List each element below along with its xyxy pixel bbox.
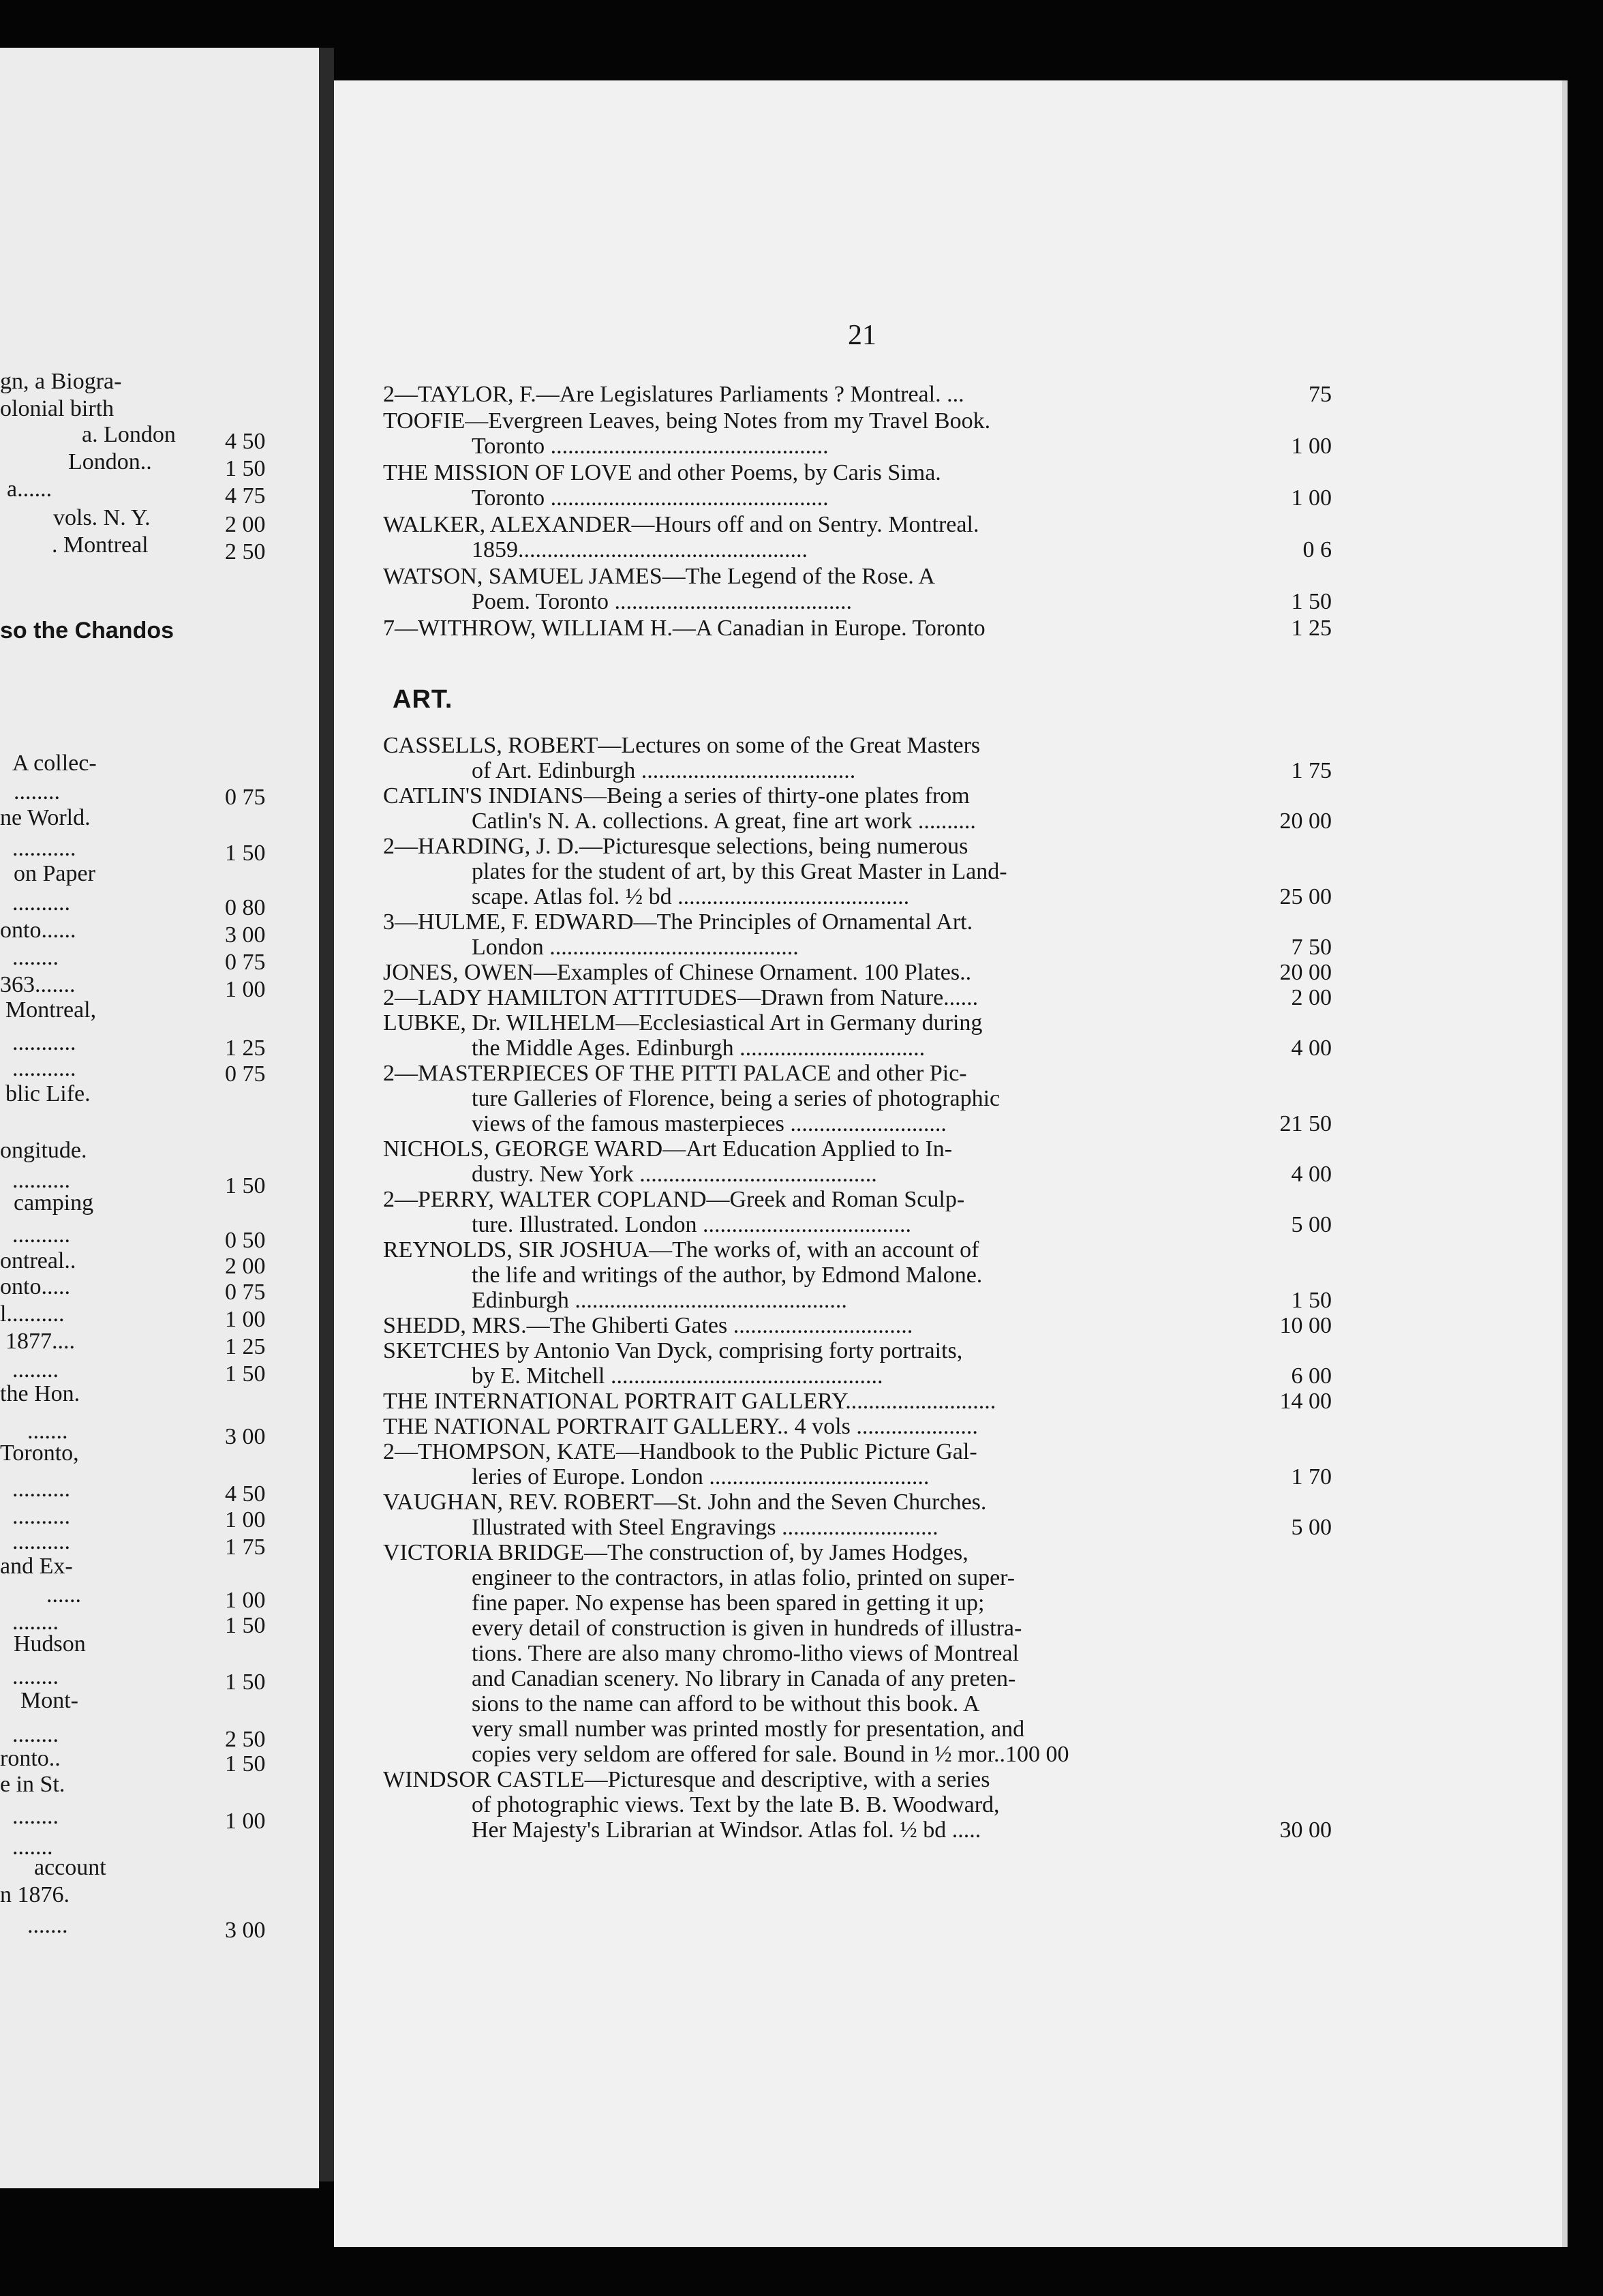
left-page-price: 1 00 xyxy=(225,977,266,1002)
entry-continuation-line: the Middle Ages. Edinburgh ................................ xyxy=(472,1036,926,1061)
left-page-line: the Hon. xyxy=(0,1381,80,1406)
entry-price: 1 50 xyxy=(1291,1288,1332,1313)
left-page-line: .......... xyxy=(12,1168,70,1193)
catalogue-entry xyxy=(383,783,1250,834)
entry-price: 5 00 xyxy=(1291,1212,1332,1237)
left-page-line: ....... xyxy=(12,1834,53,1860)
left-page-line: ongitude. xyxy=(0,1138,87,1163)
left-page-price: 0 75 xyxy=(225,1061,266,1087)
left-page-line: ........ xyxy=(12,1804,59,1829)
entry-price: 4 00 xyxy=(1291,1036,1332,1061)
left-page-line: n 1876. xyxy=(0,1882,70,1907)
catalogue-entry xyxy=(383,460,1250,511)
entry-continuation-line: ture Galleries of Florence, being a series of photographic xyxy=(472,1086,1001,1111)
catalogue-entry xyxy=(383,1010,1250,1061)
entry-continuation-line: Catlin's N. A. collections. A great, fine art work .......... xyxy=(472,809,976,834)
entry-continuation-line: by E. Mitchell ............................................... xyxy=(472,1363,883,1389)
left-page-line: Montreal, xyxy=(5,997,97,1023)
entry-continuation-line: Toronto ................................................ xyxy=(472,434,829,459)
entry-continuation-line: copies very seldom are offered for sale. Bound in ½ mor..100 00 xyxy=(472,1742,1069,1767)
left-page-line: Mont- xyxy=(20,1688,78,1713)
left-page-line: ....... xyxy=(27,1419,68,1444)
entry-title-line: 3—HULME, F. EDWARD—The Principles of Ornamental Art. xyxy=(383,909,973,935)
left-page-line: blic Life. xyxy=(5,1081,91,1106)
entry-price: 75 xyxy=(1309,382,1332,407)
left-page-line: ........ xyxy=(12,1664,59,1689)
entry-continuation-line: of Art. Edinburgh ..................................... xyxy=(472,758,856,783)
left-page-price: 0 75 xyxy=(225,1280,266,1305)
left-page-line: .......... xyxy=(12,1504,70,1529)
left-page-price: 4 50 xyxy=(225,429,266,454)
left-page-price: 4 75 xyxy=(225,483,266,509)
catalogue-entry xyxy=(383,1767,1250,1843)
left-page-line: vols. N. Y. xyxy=(53,505,151,530)
left-page-price: 2 00 xyxy=(225,512,266,537)
entry-price: 0 6 xyxy=(1302,537,1332,562)
left-page-line: so the Chandos xyxy=(0,618,174,644)
entry-title-line: 7—WITHROW, WILLIAM H.—A Canadian in Europe. Toronto xyxy=(383,616,986,641)
left-page-price: 1 75 xyxy=(225,1535,266,1560)
entry-price: 7 50 xyxy=(1291,935,1332,960)
entry-title-line: JONES, OWEN—Examples of Chinese Ornament. 100 Plates.. xyxy=(383,960,972,985)
left-page-line: ........ xyxy=(14,779,60,804)
catalogue-entry xyxy=(383,733,1250,783)
left-page-line: Toronto, xyxy=(0,1440,79,1466)
left-page-line: onto...... xyxy=(0,918,76,943)
catalogue-entry xyxy=(383,909,1250,960)
left-page-line: a. London xyxy=(82,422,176,447)
left-page-line: olonial birth xyxy=(0,396,114,421)
catalogue-entry xyxy=(383,1061,1250,1136)
entry-title-line: 2—PERRY, WALTER COPLAND—Greek and Roman Sculp- xyxy=(383,1187,965,1212)
catalogue-entry xyxy=(383,1313,1250,1338)
left-page-line: gn, a Biogra- xyxy=(0,369,122,394)
left-page-price: 0 75 xyxy=(225,785,266,810)
left-page-price: 1 00 xyxy=(225,1307,266,1332)
left-page-line: ........... xyxy=(12,836,76,861)
left-page-line: ....... xyxy=(27,1913,68,1938)
catalogue-entry xyxy=(383,512,1250,562)
entry-continuation-line: Toronto ................................................ xyxy=(472,485,829,511)
entry-price: 30 00 xyxy=(1279,1817,1332,1843)
entry-title-line: SKETCHES by Antonio Van Dyck, comprising forty portraits, xyxy=(383,1338,963,1363)
entry-title-line: CASSELLS, ROBERT—Lectures on some of the Great Masters xyxy=(383,733,981,758)
catalogue-entry xyxy=(383,1414,1250,1439)
left-page-line: l.......... xyxy=(0,1301,65,1327)
entry-title-line: TOOFIE—Evergreen Leaves, being Notes from my Travel Book. xyxy=(383,408,991,434)
entry-price: 1 75 xyxy=(1291,758,1332,783)
left-page-line: a...... xyxy=(7,477,52,502)
left-page-price: 1 50 xyxy=(225,1670,266,1695)
left-page-line: London.. xyxy=(68,449,152,474)
left-page-price: 3 00 xyxy=(225,1424,266,1449)
entry-title-line: 2—MASTERPIECES OF THE PITTI PALACE and other Pic- xyxy=(383,1061,967,1086)
entry-continuation-line: tions. There are also many chromo-litho views of Montreal xyxy=(472,1641,1019,1666)
left-page-price: 2 00 xyxy=(225,1254,266,1279)
entry-price: 25 00 xyxy=(1279,884,1332,909)
catalogue-entry xyxy=(383,382,1250,407)
left-page-price: 4 50 xyxy=(225,1481,266,1507)
entry-title-line: 2—THOMPSON, KATE—Handbook to the Public Picture Gal- xyxy=(383,1439,977,1464)
left-page-line: ........ xyxy=(12,945,59,970)
left-page-line: camping xyxy=(14,1190,94,1215)
entry-title-line: NICHOLS, GEORGE WARD—Art Education Applied to In- xyxy=(383,1136,953,1162)
left-page-price: 2 50 xyxy=(225,539,266,564)
left-page-line: ........ xyxy=(12,1722,59,1747)
left-page-price: 0 80 xyxy=(225,895,266,920)
left-page-line: e in St. xyxy=(0,1772,65,1797)
entry-continuation-line: and Canadian scenery. No library in Canada of any preten- xyxy=(472,1666,1016,1691)
catalogue-entry xyxy=(383,1540,1250,1767)
left-page-price: 1 25 xyxy=(225,1036,266,1061)
left-page-price: 1 50 xyxy=(225,1173,266,1198)
entry-price: 4 00 xyxy=(1291,1162,1332,1187)
entry-price: 14 00 xyxy=(1279,1389,1332,1414)
catalogue-entry xyxy=(383,616,1250,641)
entry-title-line: THE NATIONAL PORTRAIT GALLERY.. 4 vols ..................... xyxy=(383,1414,978,1439)
entry-continuation-line: leries of Europe. London ...................................... xyxy=(472,1464,930,1490)
left-page-line: 1877.... xyxy=(5,1329,75,1354)
page-number: 21 xyxy=(848,320,876,351)
section-heading: ART. xyxy=(393,685,453,714)
catalogue-entry xyxy=(383,1338,1250,1389)
entry-price: 5 00 xyxy=(1291,1515,1332,1540)
catalogue-entry xyxy=(383,1136,1250,1187)
left-page-price: 1 50 xyxy=(225,1613,266,1638)
left-page-line: A collec- xyxy=(12,751,97,776)
entry-continuation-line: Her Majesty's Librarian at Windsor. Atlas fol. ½ bd ..... xyxy=(472,1817,981,1843)
catalogue-entry xyxy=(383,1187,1250,1237)
entry-title-line: REYNOLDS, SIR JOSHUA—The works of, with an account of xyxy=(383,1237,979,1263)
entry-continuation-line: scape. Atlas fol. ½ bd ........................................ xyxy=(472,884,910,909)
book-gutter xyxy=(319,48,334,2181)
left-page-line: ontreal.. xyxy=(0,1248,76,1273)
entry-price: 20 00 xyxy=(1279,960,1332,985)
left-page-line: ........ xyxy=(12,1357,59,1383)
entry-continuation-line: Poem. Toronto ......................................... xyxy=(472,589,852,614)
left-page-line: and Ex- xyxy=(0,1554,73,1579)
entry-price: 10 00 xyxy=(1279,1313,1332,1338)
entry-title-line: 2—LADY HAMILTON ATTITUDES—Drawn from Nature...... xyxy=(383,985,979,1010)
entry-title-line: CATLIN'S INDIANS—Being a series of thirty-one plates from xyxy=(383,783,970,809)
entry-price: 1 00 xyxy=(1291,485,1332,511)
entry-title-line: 2—TAYLOR, F.—Are Legislatures Parliaments ? Montreal. ... xyxy=(383,382,964,407)
left-page-price: 1 00 xyxy=(225,1507,266,1532)
left-page-line: onto..... xyxy=(0,1274,70,1299)
catalogue-entry xyxy=(383,1439,1250,1490)
entry-title-line: THE INTERNATIONAL PORTRAIT GALLERY.......................... xyxy=(383,1389,996,1414)
left-page-price: 0 50 xyxy=(225,1228,266,1253)
left-page-price: 1 25 xyxy=(225,1334,266,1359)
entry-price: 6 00 xyxy=(1291,1363,1332,1389)
entry-title-line: SHEDD, MRS.—The Ghiberti Gates ............................... xyxy=(383,1313,913,1338)
entry-title-line: VAUGHAN, REV. ROBERT—St. John and the Seven Churches. xyxy=(383,1490,987,1515)
entry-continuation-line: of photographic views. Text by the late B. B. Woodward, xyxy=(472,1792,1000,1817)
entry-price: 1 00 xyxy=(1291,434,1332,459)
entry-continuation-line: London ........................................... xyxy=(472,935,799,960)
entry-title-line: WALKER, ALEXANDER—Hours off and on Sentry. Montreal. xyxy=(383,512,979,537)
catalogue-entry xyxy=(383,1490,1250,1540)
entry-continuation-line: plates for the student of art, by this Great Master in Land- xyxy=(472,859,1007,884)
entry-continuation-line: views of the famous masterpieces ........................... xyxy=(472,1111,947,1136)
entry-price: 2 00 xyxy=(1291,985,1332,1010)
entry-title-line: 2—HARDING, J. D.—Picturesque selections, being numerous xyxy=(383,834,968,859)
left-page-line: .......... xyxy=(12,1477,70,1502)
catalogue-entry xyxy=(383,834,1250,909)
left-page-line: Hudson xyxy=(14,1631,86,1657)
entry-title-line: LUBKE, Dr. WILHELM—Ecclesiastical Art in Germany during xyxy=(383,1010,983,1036)
left-page-price: 2 50 xyxy=(225,1727,266,1752)
entry-continuation-line: sions to the name can afford to be without this book. A xyxy=(472,1691,980,1717)
entry-continuation-line: dustry. New York ......................................... xyxy=(472,1162,877,1187)
left-page-line: ...... xyxy=(46,1582,81,1607)
entry-price: 1 25 xyxy=(1291,616,1332,641)
left-page-price: 1 00 xyxy=(225,1809,266,1834)
entry-continuation-line: engineer to the contractors, in atlas folio, printed on super- xyxy=(472,1565,1016,1590)
entry-title-line: WINDSOR CASTLE—Picturesque and descriptive, with a series xyxy=(383,1767,990,1792)
left-page-line: ne World. xyxy=(0,805,91,830)
entry-price: 1 50 xyxy=(1291,589,1332,614)
entry-continuation-line: 1859.................................................. xyxy=(472,537,808,562)
left-page-line: .......... xyxy=(12,1222,70,1248)
entry-continuation-line: Edinburgh ............................................... xyxy=(472,1288,847,1313)
entry-title-line: THE MISSION OF LOVE and other Poems, by Caris Sima. xyxy=(383,460,941,485)
left-page-line: 363....... xyxy=(0,972,76,997)
left-page-price: 1 00 xyxy=(225,1588,266,1613)
entry-price: 20 00 xyxy=(1279,809,1332,834)
catalogue-entry xyxy=(383,985,1250,1010)
entry-price: 21 50 xyxy=(1279,1111,1332,1136)
catalogue-entry xyxy=(383,408,1250,459)
left-page-line: ronto.. xyxy=(0,1746,61,1771)
catalogue-entry xyxy=(383,1237,1250,1313)
left-page-price: 1 50 xyxy=(225,1361,266,1387)
entry-continuation-line: every detail of construction is given in hundreds of illustra- xyxy=(472,1616,1022,1641)
left-page-price: 1 50 xyxy=(225,841,266,866)
catalogue-entry xyxy=(383,564,1250,614)
entry-continuation-line: ture. Illustrated. London .................................... xyxy=(472,1212,911,1237)
entry-continuation-line: the life and writings of the author, by Edmond Malone. xyxy=(472,1263,983,1288)
entry-price: 1 70 xyxy=(1291,1464,1332,1490)
left-page-line: ........... xyxy=(12,1030,76,1055)
left-page-price: 3 00 xyxy=(225,922,266,948)
left-page-price: 3 00 xyxy=(225,1918,266,1943)
left-page-price: 1 50 xyxy=(225,456,266,481)
left-page-line: . Montreal xyxy=(52,532,149,558)
left-page-line: ........ xyxy=(12,1610,59,1635)
entry-title-line: WATSON, SAMUEL JAMES—The Legend of the Rose. A xyxy=(383,564,935,589)
entry-continuation-line: Illustrated with Steel Engravings ........................... xyxy=(472,1515,938,1540)
entry-continuation-line: fine paper. No expense has been spared in getting it up; xyxy=(472,1590,985,1616)
left-page-line: .......... xyxy=(12,890,70,916)
entry-title-line: VICTORIA BRIDGE—The construction of, by James Hodges, xyxy=(383,1540,968,1565)
facing-page-fragment xyxy=(0,48,319,2188)
left-page-price: 0 75 xyxy=(225,950,266,975)
left-page-line: account xyxy=(34,1855,106,1880)
left-page-line: ........... xyxy=(12,1056,76,1081)
catalogue-entry xyxy=(383,1389,1250,1414)
left-page-line: on Paper xyxy=(14,861,95,886)
left-page-line: .......... xyxy=(12,1529,70,1554)
left-page-price: 1 50 xyxy=(225,1751,266,1777)
entry-continuation-line: very small number was printed mostly for presentation, and xyxy=(472,1717,1025,1742)
catalogue-entry xyxy=(383,960,1250,985)
